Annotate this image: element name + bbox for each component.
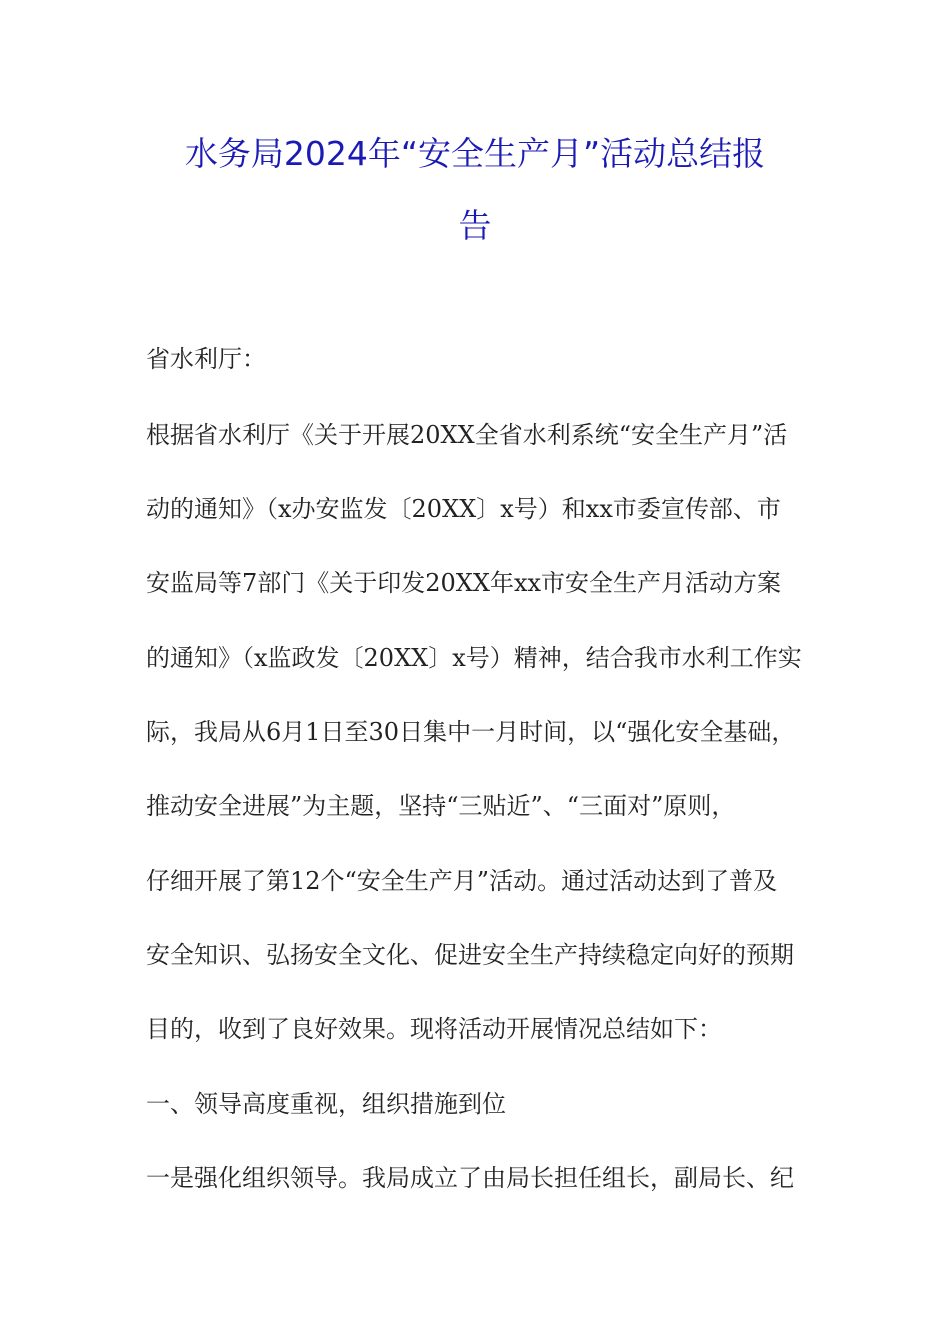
body-line: 的通知》（x监政发〔20XX〕x号）精神，结合我市水利工作实 (146, 644, 802, 672)
body-line: 仔细开展了第12个“安全生产月”活动。通过活动达到了普及 (146, 867, 778, 895)
body-line: 目的，收到了良好效果。现将活动开展情况总结如下： (146, 1015, 722, 1043)
body-line: 际，我局从6月1日至30日集中一月时间，以“强化安全基础， (146, 718, 796, 746)
body-line: 推动安全进展”为主题，坚持“三贴近”、“三面对”原则， (146, 792, 736, 820)
body-line: 一是强化组织领导。我局成立了由局长担任组长，副局长、纪 (146, 1164, 794, 1192)
body-line: 安全知识、弘扬安全文化、促进安全生产持续稳定向好的预期 (146, 941, 794, 969)
body-line: 安监局等7部门《关于印发20XX年xx市安全生产月活动方案 (146, 569, 782, 597)
body-line: 根据省水利厅《关于开展20XX全省水利系统“安全生产月”活 (146, 421, 788, 449)
salutation: 省水利厅： (146, 345, 266, 373)
document-title-line-2: 告 (458, 206, 492, 245)
section-heading: 一、领导高度重视，组织措施到位 (146, 1090, 506, 1118)
body-line: 动的通知》（x办安监发〔20XX〕x号）和xx市委宣传部、市 (146, 495, 781, 523)
document-title-line-1: 水务局2024年“安全生产月”活动总结报 (184, 134, 766, 173)
